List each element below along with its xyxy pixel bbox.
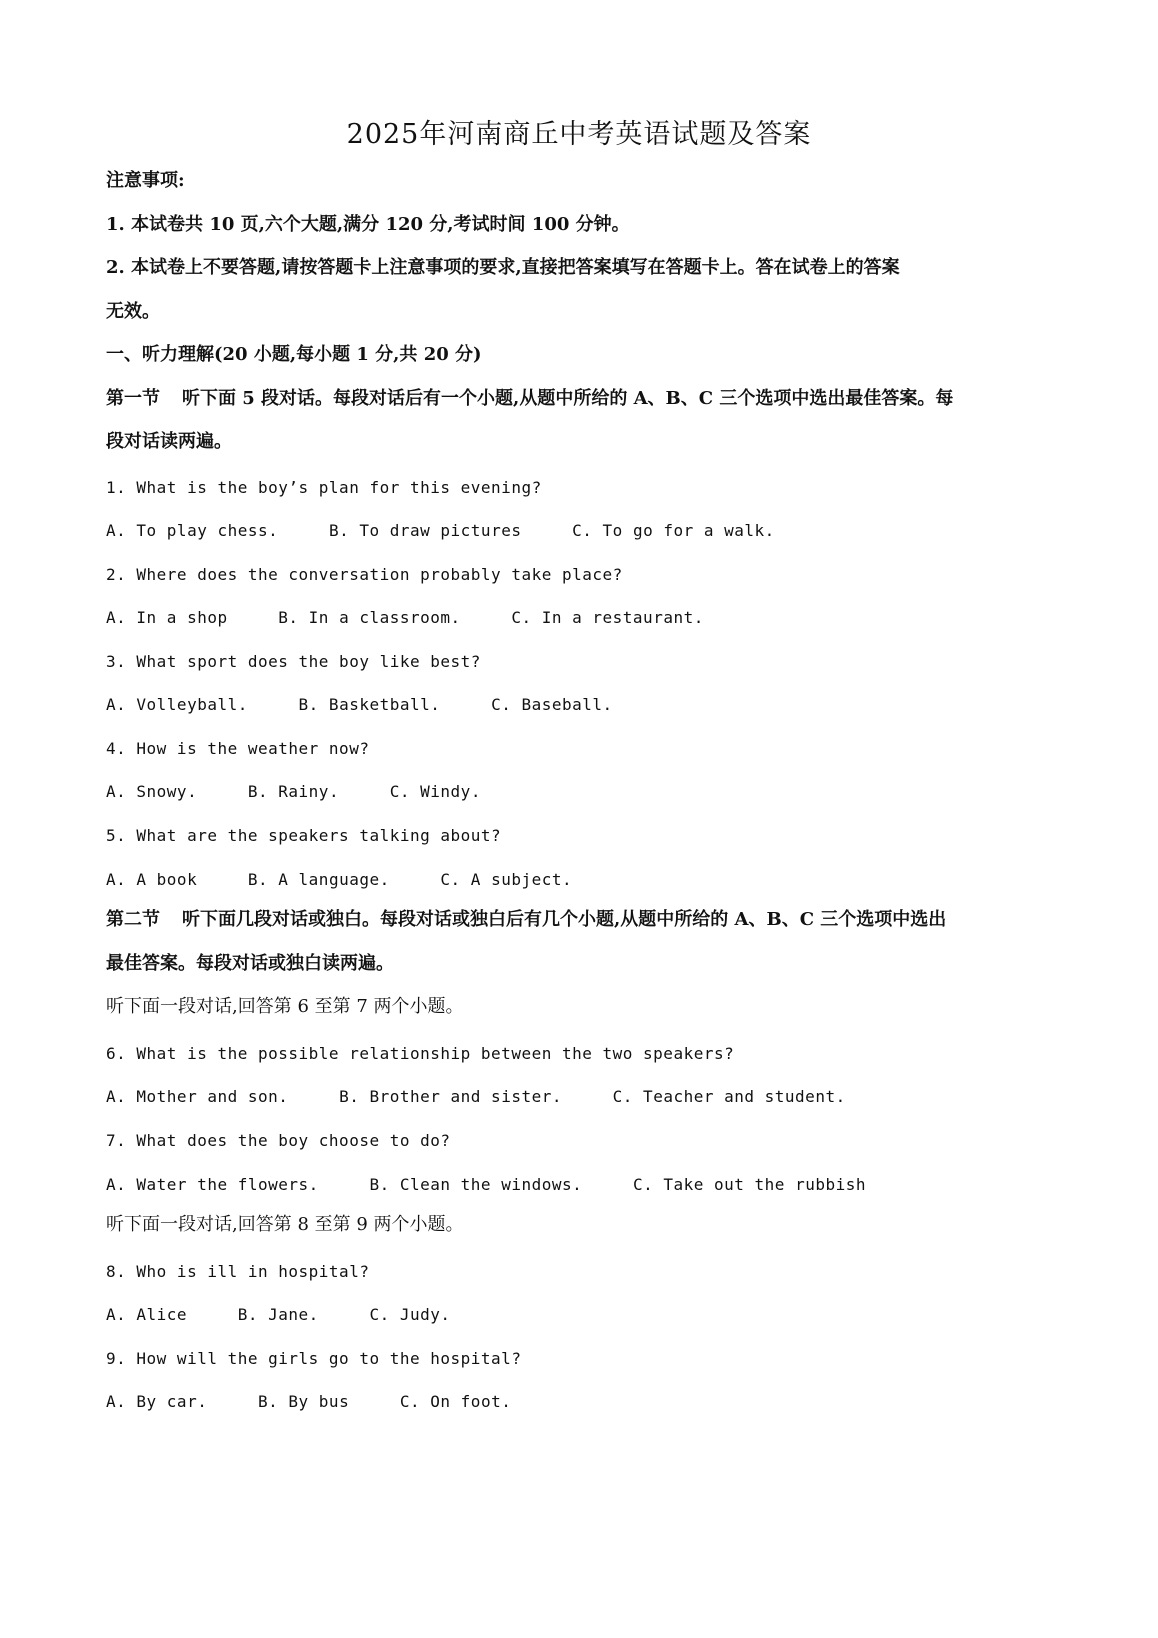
option-b: B. Brother and sister. <box>339 1087 562 1106</box>
question-2-options <box>106 610 704 626</box>
question-7: 7. What does the boy choose to do? <box>106 1131 451 1150</box>
option-c: C. In a restaurant. <box>511 608 704 627</box>
notice-item-2-line-1: 2. 本试卷上不要答题,请按答题卡上注意事项的要求,直接把答案填写在答题卡上。答在试卷上的答案 <box>106 257 900 278</box>
section2-instruction-line-1 <box>106 911 946 929</box>
option-a: A. Snowy. <box>106 782 198 801</box>
section1-instruction-line-2: 段对话读两遍。 <box>106 431 232 452</box>
notice-item-1: 1. 本试卷共 10 页,六个大题,满分 120 分,考试时间 100 分钟。 <box>106 214 630 235</box>
option-b: B. A language. <box>247 870 390 889</box>
section2-instruction-text: 听下面几段对话或独白。每段对话或独白后有几个小题,从题中所给的 A、B、C 三个选项中选出 <box>182 909 947 930</box>
section1-label: 第一节 <box>106 388 160 409</box>
option-a: A. A book <box>106 870 198 889</box>
question-5: 5. What are the speakers talking about? <box>106 826 502 845</box>
question-5-options <box>106 872 572 888</box>
option-c: C. To go for a walk. <box>572 521 775 540</box>
option-b: B. Jane. <box>237 1305 319 1324</box>
notice-heading: 注意事项: <box>106 170 185 191</box>
part1-heading: 一、听力理解(20 小题,每小题 1 分,共 20 分) <box>106 344 482 365</box>
section2-label: 第二节 <box>106 909 160 930</box>
question-3-options <box>106 697 613 713</box>
option-a: A. Alice <box>106 1305 188 1324</box>
option-b: B. To draw pictures <box>328 521 522 540</box>
question-1-options <box>106 523 775 539</box>
question-1: 1. What is the boy’s plan for this evening? <box>106 478 542 497</box>
question-6-options <box>106 1089 846 1105</box>
option-c: C. On foot. <box>399 1392 512 1411</box>
option-c: C. Take out the rubbish <box>632 1175 866 1194</box>
question-9: 9. How will the girls go to the hospital? <box>106 1349 522 1368</box>
question-4-options <box>106 784 481 800</box>
question-8-options <box>106 1307 451 1323</box>
option-b: B. In a classroom. <box>278 608 461 627</box>
option-c: C. Baseball. <box>491 695 613 714</box>
option-a: A. Water the flowers. <box>106 1175 319 1194</box>
option-b: B. By bus <box>258 1392 350 1411</box>
group-intro-8-9: 听下面一段对话,回答第 8 至第 9 两个小题。 <box>106 1214 464 1235</box>
question-3: 3. What sport does the boy like best? <box>106 652 481 671</box>
option-b: B. Rainy. <box>247 782 340 801</box>
question-4: 4. How is the weather now? <box>106 739 370 758</box>
option-a: A. Mother and son. <box>106 1087 289 1106</box>
page-title: 2025年河南商丘中考英语试题及答案 <box>346 119 812 150</box>
option-a: A. Volleyball. <box>106 695 248 714</box>
section2-instruction-line-2: 最佳答案。每段对话或独白读两遍。 <box>106 953 394 974</box>
option-b: B. Clean the windows. <box>369 1175 583 1194</box>
option-c: C. Teacher and student. <box>612 1087 846 1106</box>
option-a: A. By car. <box>106 1392 208 1411</box>
notice-item-2-line-2: 无效。 <box>106 301 160 322</box>
section1-instruction-line-1 <box>106 390 953 408</box>
question-8: 8. Who is ill in hospital? <box>106 1262 370 1281</box>
section1-instruction-text: 听下面 5 段对话。每段对话后有一个小题,从题中所给的 A、B、C 三个选项中选出最佳答案。每 <box>182 388 954 409</box>
question-7-options <box>106 1177 866 1193</box>
option-c: C. A subject. <box>440 870 573 889</box>
option-c: C. Judy. <box>369 1305 451 1324</box>
question-2: 2. Where does the conversation probably take place? <box>106 565 623 584</box>
option-b: B. Basketball. <box>298 695 441 714</box>
group-intro-6-7: 听下面一段对话,回答第 6 至第 7 两个小题。 <box>106 996 464 1017</box>
question-9-options <box>106 1394 511 1410</box>
option-a: A. In a shop <box>106 608 228 627</box>
option-c: C. Windy. <box>389 782 481 801</box>
option-a: A. To play chess. <box>106 521 279 540</box>
question-6: 6. What is the possible relationship between the two speakers? <box>106 1044 735 1063</box>
